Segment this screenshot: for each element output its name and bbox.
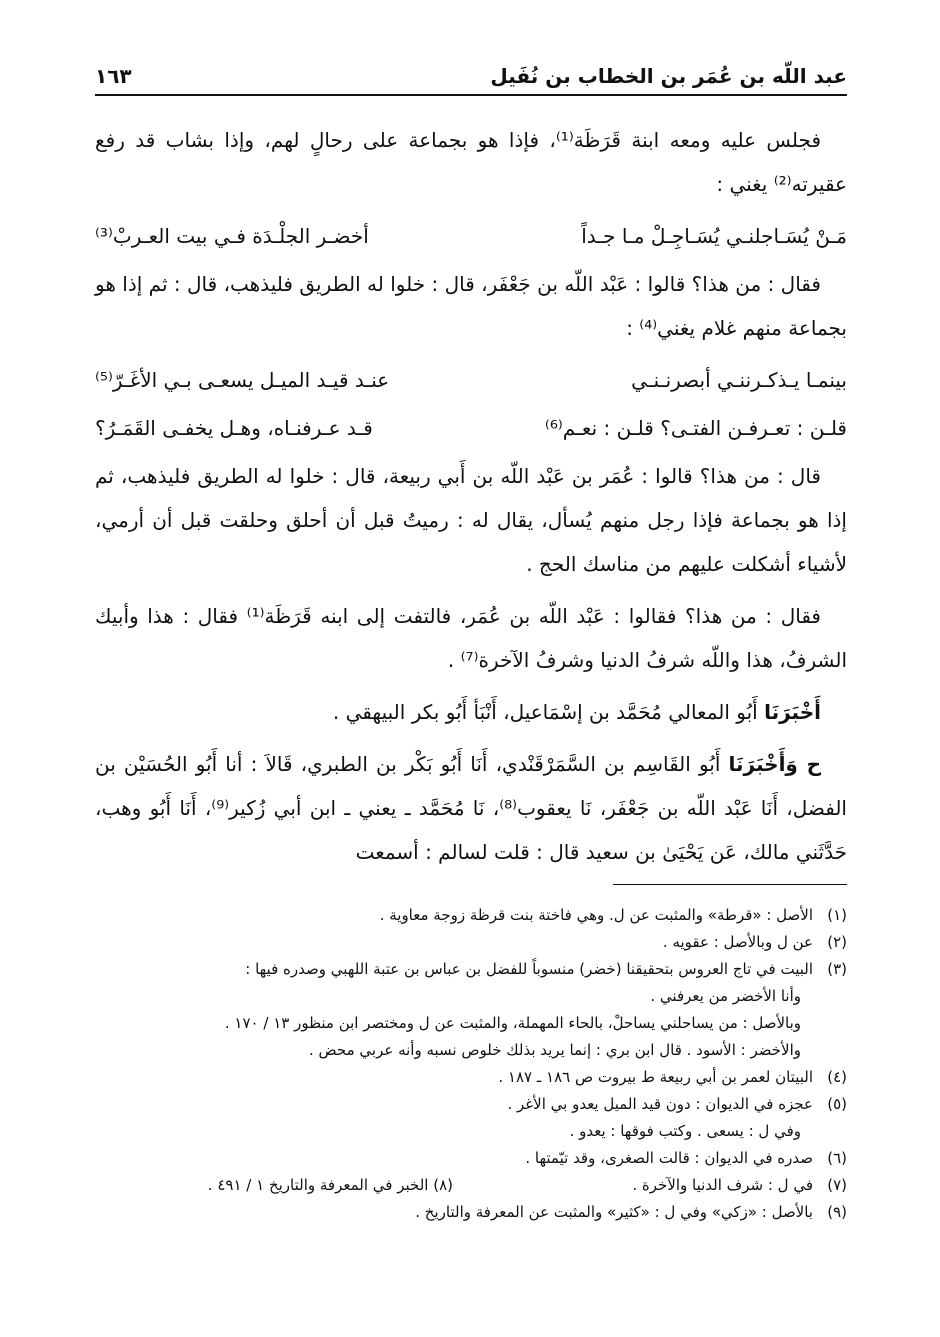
footnote-number: (٩): [827, 1203, 847, 1221]
verse-2-first-hemistich: بينمـا يـذكـرننـي أبصرنـنـي: [631, 368, 847, 392]
footnote-7-8: [95, 1172, 847, 1199]
footnote-6: [95, 1145, 847, 1172]
verse-3-first-hemistich: قلـن : تعـرفـن الفتـى؟ قلـن : نعـم⁽⁶⁾: [544, 416, 847, 440]
running-title: عبد اللّه بن عُمَر بن الخطاب بن نُفَيل: [490, 64, 847, 88]
footnote-text: عجزه في الديوان : دون قيد الميل يعدو بي الأغر .: [507, 1095, 813, 1113]
footnote-5: [95, 1091, 847, 1118]
page-header: [95, 48, 847, 96]
footnote-text: البيت في تاج العروس بتحقيقنا (خضر) منسوباً للفضل بن عباس بن عتبة اللهبي وصدره فيها :: [245, 960, 813, 978]
verse-1: [95, 214, 847, 258]
footnote-5-continued: وفي ل : يسعى . وكتب فوقها : يعدو .: [569, 1122, 801, 1140]
footnote-8-text: (٨) الخبر في المعرفة والتاريخ ١ / ٤٩١ .: [207, 1176, 453, 1194]
footnote-text: بالأصل : «زكي» وفي ل : «كثير» والمثبت عن المعرفة والتاريخ .: [415, 1203, 813, 1221]
page-number: ١٦٣: [95, 64, 132, 88]
isnad-paragraph-2: [95, 742, 847, 874]
verse-3-second-hemistich: قـد عـرفنـاه، وهـل يخفـى القَمَـرُ؟: [95, 416, 373, 440]
footnote-number: (٢): [827, 933, 847, 951]
footnote-2: [95, 929, 847, 956]
isnad-lead-word: ح وَأَخْبَرَنَا: [728, 752, 821, 776]
footnote-number: (٦): [827, 1149, 847, 1167]
footnote-text: عن ل وبالأصل : عقويه .: [662, 933, 813, 951]
footnote-number: (٣): [827, 960, 847, 978]
footnote-text: صدره في الديوان : قالت الصغرى، وقد تيّمتها .: [525, 1149, 813, 1167]
footnote-divider: [613, 884, 847, 885]
main-text: [95, 118, 847, 882]
paragraph-3: قال : من هذا؟ قالوا : عُمَر بن عَبْد اللّه بن أَبي ربيعة، قال : خلوا له الطريق فليذهب، ثم إذا هو بجماعة فإذا رجل منهم يُسأل، يقال له : رميتُ قبل أن أحلق وحلقت قبل أن أرمي، لأشياء أشكلت عليهم من مناسك الحج .: [95, 464, 847, 576]
footnote-3-continued: وبالأصل : من يساحلني يساحلْ، بالحاء المهملة، والمثبت عن ل ومختصر ابن منظور ١٣ / ١٧٠ .: [224, 1014, 801, 1032]
verse-2: [95, 358, 847, 402]
footnote-3-continued: وأنا الأخضر من يعرفني .: [650, 987, 801, 1005]
paragraph-2: فقال : من هذا؟ قالوا : عَبْد اللّه بن جَعْفَر، قال : خلوا له الطريق فليذهب، قال : ثم إذا هو بجماعة منهم غلام يغني⁽⁴⁾ :: [95, 272, 847, 340]
footnote-3: [95, 956, 847, 983]
verse-1-second-hemistich: أخضـر الجلْـدَة فـي بيت العـربْ⁽³⁾: [95, 224, 369, 248]
footnote-number: (٧): [827, 1176, 847, 1194]
footnote-text: الأصل : «قرطة» والمثبت عن ل. وهي فاختة بنت قرظة زوجة معاوية .: [379, 906, 813, 924]
paragraph-4: فقال : من هذا؟ فقالوا : عَبْد اللّه بن عُمَر، فالتفت إلى ابنه قَرَظَة⁽¹⁾ فقال : هذا وأبيك الشرفُ، هذا واللّه شرفُ الدنيا وشرفُ الآخرة⁽⁷⁾ .: [95, 604, 847, 672]
footnote-3-continued: والأخضر : الأسود . قال ابن بري : إنما يريد بذلك خلوص نسبه وأنه عربي محض .: [309, 1041, 801, 1059]
footnote-1: [95, 902, 847, 929]
footnote-7-text: في ل : شرف الدنيا والآخرة .: [632, 1176, 813, 1194]
footnotes: [95, 902, 847, 1226]
isnad-lead-word: أَخْبَرَنَا: [764, 700, 821, 724]
isnad-text: أَبُو المعالي مُحَمَّد بن إسْمَاعيل، أَنْبَأ أَبُو بكر البيهقي .: [332, 700, 765, 724]
footnote-number: (١): [827, 906, 847, 924]
footnote-number: (٥): [827, 1095, 847, 1113]
footnote-9: [95, 1199, 847, 1226]
footnote-4: [95, 1064, 847, 1091]
isnad-text: أَبُو القَاسِم بن السَّمَرْقَنْدي، أَنَا أَبُو بَكْر بن الطبري، قَالاَ : أنا أَبُو الحُسَيْن بن الفضل، أَنَا عَبْد اللّه بن جَعْفَر، نَا يعقوب⁽⁸⁾، نَا مُحَمَّد ـ يعني ـ ابن أبي زُكير⁽⁹⁾، أَنَا أَبُو وهب، حَدَّثَني مالك، عَن يَحْيَىٰ بن سعيد قال : قلت لسالم : أسمعت: [95, 752, 847, 864]
verse-1-first-hemistich: مَـنْ يُسَـاجلنـي يُسَـاجِـلْ مـا جـداً: [581, 224, 847, 248]
footnote-number: (٤): [827, 1068, 847, 1086]
paragraph-1: فجلس عليه ومعه ابنة قَرَظَة⁽¹⁾، فإذا هو بجماعة على رحالٍ لهم، وإذا بشاب قد رفع عقيرته⁽²⁾ يغني :: [95, 128, 847, 196]
footnote-text: البيتان لعمر بن أبي ربيعة ط بيروت ص ١٨٦ ـ ١٨٧ .: [498, 1068, 813, 1086]
verse-2-second-hemistich: عنـد قيـد الميـل يسعـى بـي الأغَـرّ⁽⁵⁾: [95, 368, 390, 392]
verse-3: [95, 406, 847, 450]
isnad-paragraph-1: [95, 690, 847, 734]
